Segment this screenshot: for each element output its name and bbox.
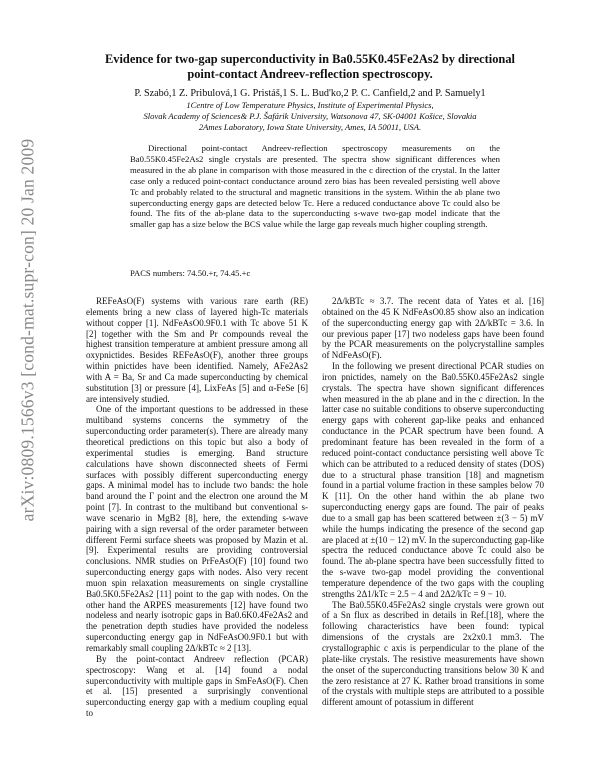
left-column	[86, 296, 308, 719]
paper-title	[70, 52, 550, 82]
body-paragraph: REFeAsO(F) systems with various rare earth (RE) elements bring a new class of layered high-Tc materials without copper [1]. NdFeAsO0.9F0.1 with Tc above 51 K [2] together with the Sm and Pr compounds reveal the highest transition temperature at ambient pressure among all oxypnictides. Besides REFeAsO(F), another three groups within pnictides have been identified. Namely, AFe2As2 with A = Ba, Sr and Ca made superconducting by chemical substitution [3] or pressure [4], LixFeAs [5] and α-FeSe [6] are intensively studied.	[86, 296, 308, 404]
affiliation-2: Slovak Academy of Sciences& P.J. Šafárik University, Watsonova 47, SK-04001 Košice, Slovakia	[143, 111, 477, 121]
title-line-2: point-contact Andreev-reflection spectroscopy.	[187, 67, 433, 81]
affiliation-1: 1Centre of Low Temperature Physics, Institute of Experimental Physics,	[186, 100, 434, 110]
affiliations	[70, 100, 550, 133]
pacs-numbers: PACS numbers: 74.50.+r, 74.45.+c	[130, 268, 251, 278]
author-list: P. Szabó,1 Z. Pribulová,1 G. Pristáš,1 S. L. Bud'ko,2 P. C. Canfield,2 and P. Samuely1	[134, 88, 486, 99]
body-paragraph: 2Δ/kBTc ≈ 3.7. The recent data of Yates et al. [16] obtained on the 45 K NdFeAsO0.85 show also an indication of the superconducting energy gap with 2Δ/kBTc = 3.6. In our previous paper [17] two nodeless gaps have been found by the PCAR measurements on the polycrystalline samples of NdFeAsO(F).	[322, 296, 544, 361]
body-paragraph: By the point-contact Andreev reflection (PCAR) spectroscopy: Wang et al. [14] found a nodal superconductivity with multiple gaps in SmFeAsO(F). Chen et al. [15] presented a surprisingly conventional superconducting energy gap with a medium coupling equal to	[86, 653, 308, 719]
arxiv-identifier: arXiv:0809.1566v3 [cond-mat.supr-con] 20 Jan 2009	[17, 138, 38, 522]
body-paragraph: In the following we present directional PCAR studies on iron pnictides, namely on the Ba0.55K0.45Fe2As2 single crystals. The spectra have shown significant differences when measured in the ab plane and in the c direction. In the latter case no suitable conditions to observe superconducting energy gaps with coherent gap-like peaks and enhanced conductance in the PCAR spectrum have been found. A predominant feature has been revealed in the form of a reduced point-contact conductance persisting well above Tc which can be attributed to a reduced density of states (DOS) due to a structural phase transition [18] and magnetism found in a partial volume fraction in these samples below 70 K [11]. On the other hand within the ab plane two superconducting energy gaps are found. The pair of peaks due to a small gap has been scattered between ±(3 − 5) mV while the humps indicating the presence of the second gap are placed at ±(10 − 12) mV. In the superconducting gap-like spectra the reduced conductance above Tc could also be found. The ab-plane spectra have been successfully fitted to the s-wave two-gap model providing the conventional temperature dependence of the two gaps with the coupling strengths 2Δ1/kTc = 2.5 − 4 and 2Δ2/kTc = 9 − 10.	[322, 361, 544, 599]
affiliation-3: 2Ames Laboratory, Iowa State University, Ames, IA 50011, USA.	[198, 122, 422, 132]
body-paragraph: One of the important questions to be addressed in these multiband systems concerns the symmetry of the superconducting order parameter(s). There are already many theoretical predictions on this topic but also a body of experimental studies is emerging. Band structure calculations have shown disconnected sheets of Fermi surfaces with possibly different superconducting energy gaps. A minimal model has to include two bands: the hole band around the Γ point and the electron one around the M point [7]. In contrast to the multiband but conventional s-wave scenario in MgB2 [8], here, the extending s-wave pairing with a sign reversal of the order parameter between different Fermi surface sheets was proposed by Mazin et al. [9]. Experimental results are providing controversial conclusions. NMR studies on PrFeAsO(F) [10] found two superconducting energy gaps with nodes. Also very recent muon spin relaxation measurements on single crystalline Ba0.5K0.5Fe2As2 [11] point to the gap with nodes. On the other hand the ARPES measurements [12] have found two nodeless and nearly isotropic gaps in Ba0.6K0.4Fe2As2 and the penetration depth studies have provided the nodeless superconducting energy gap in NdFeAsO0.9F0.1 but with remarkably small coupling 2Δ/kBTc ≈ 2 [13].	[86, 404, 308, 653]
title-line-1: Evidence for two-gap superconductivity in Ba0.55K0.45Fe2As2 by directional	[105, 52, 515, 66]
body-paragraph: The Ba0.55K0.45Fe2As2 single crystals were grown out of a Sn flux as described in details in Ref.[18], where the following characteristics have been found: typical dimensions of the crystals are 2x2x0.1 mm3. The crystallographic c axis is perpendicular to the plane of the plate-like crystals. The resistive measurements have shown the onset of the superconducting transitions below 30 K and the zero resistance at 27 K. Rather broad transitions in some of the crystals with multiple steps are attributed to a possible different amount of potassium in different	[322, 599, 544, 708]
abstract: Directional point-contact Andreev-reflection spectroscopy measurements on the Ba0.55K0.45Fe2As2 single crystals are presented. The spectra show significant differences when measured in the ab plane in comparison with those measured in the c direction of the crystal. In the latter case only a reduced point-contact conductance around zero bias has been revealed persisting well above Tc and probably related to the structural and magnetic transitions in the system. Within the ab plane two superconducting energy gaps are detected below Tc. Here a reduced conductance above Tc could also be found. The fits of the ab-plane data to the superconducting s-wave two-gap model indicate that the smaller gap has a size below the BCS value while the large gap reveals much higher coupling strength.	[130, 143, 500, 230]
arxiv-sidebar	[6, 30, 50, 630]
right-column	[322, 296, 544, 708]
